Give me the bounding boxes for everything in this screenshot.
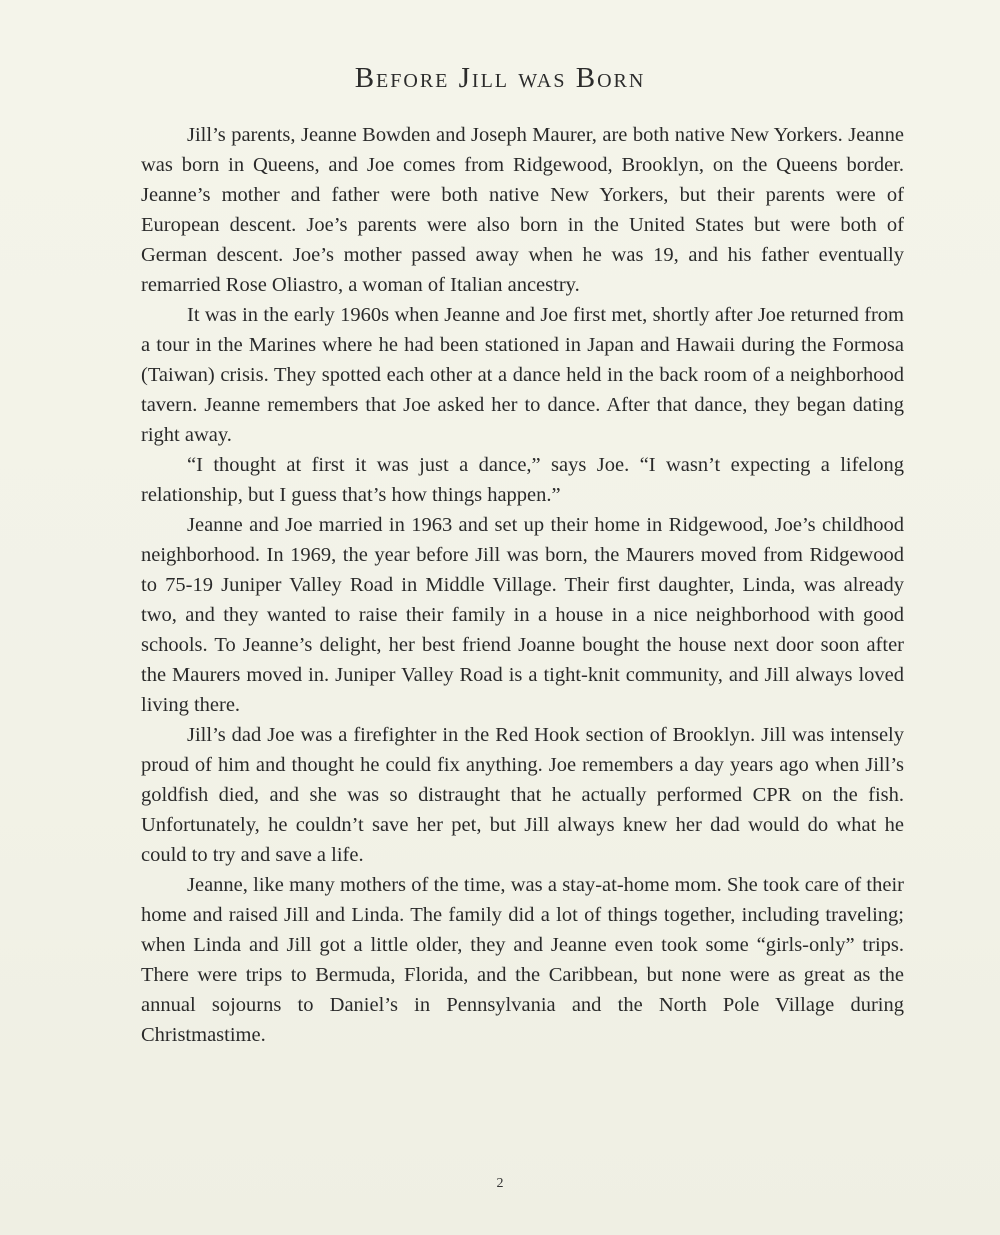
page-number: 2 <box>496 1176 504 1191</box>
paragraph: Jeanne, like many mothers of the time, was a stay-at-home mom. She took care of their home and raised Jill and Linda. The family did a lot of things together, including traveling; when Linda and Jill got a little older, they and Jeanne even took some “girls-only” trips. There were trips to Bermuda, Florida, and the Caribbean, but none were as great as the annual sojourns to Daniel’s in Pennsylvania and the North Pole Village during Christmastime. <box>141 874 904 1046</box>
paragraph: Jill’s dad Joe was a firefighter in the Red Hook section of Brooklyn. Jill was intensely proud of him and thought he could fix anything. Joe remembers a day years ago when Jill’s goldfish died, and she was so distraught that he actually performed CPR on the fish. Unfortunately, he couldn’t save her pet, but Jill always knew her dad would do what he could to try and save a life. <box>141 724 904 866</box>
body-text <box>141 120 904 1050</box>
paragraph: It was in the early 1960s when Jeanne and Joe first met, shortly after Joe returned from a tour in the Marines where he had been stationed in Japan and Hawaii during the Formosa (Taiwan) crisis. They spotted each other at a dance held in the back room of a neighborhood tavern. Jeanne remembers that Joe asked her to dance. After that dance, they began dating right away. <box>141 304 904 446</box>
paragraph: “I thought at first it was just a dance,” says Joe. “I wasn’t expecting a lifelong relationship, but I guess that’s how things happen.” <box>141 454 904 506</box>
paragraph: Jill’s parents, Jeanne Bowden and Joseph Maurer, are both native New Yorkers. Jeanne was born in Queens, and Joe comes from Ridgewood, Brooklyn, on the Queens border. Jeanne’s mother and father were both native New Yorkers, but their parents were of European descent. Joe’s parents were also born in the United States but were both of German descent. Joe’s mother passed away when he was 19, and his father eventually remarried Rose Oliastro, a woman of Italian ancestry. <box>141 124 904 296</box>
paragraph: Jeanne and Joe married in 1963 and set up their home in Ridgewood, Joe’s childhood neighborhood. In 1969, the year before Jill was born, the Maurers moved from Ridgewood to 75-19 Juniper Valley Road in Middle Village. Their first daughter, Linda, was already two, and they wanted to raise their family in a house in a nice neighborhood with good schools. To Jeanne’s delight, her best friend Joanne bought the house next door soon after the Maurers moved in. Juniper Valley Road is a tight-knit community, and Jill always loved living there. <box>141 514 904 716</box>
chapter-title: Before Jill was Born <box>354 62 646 94</box>
